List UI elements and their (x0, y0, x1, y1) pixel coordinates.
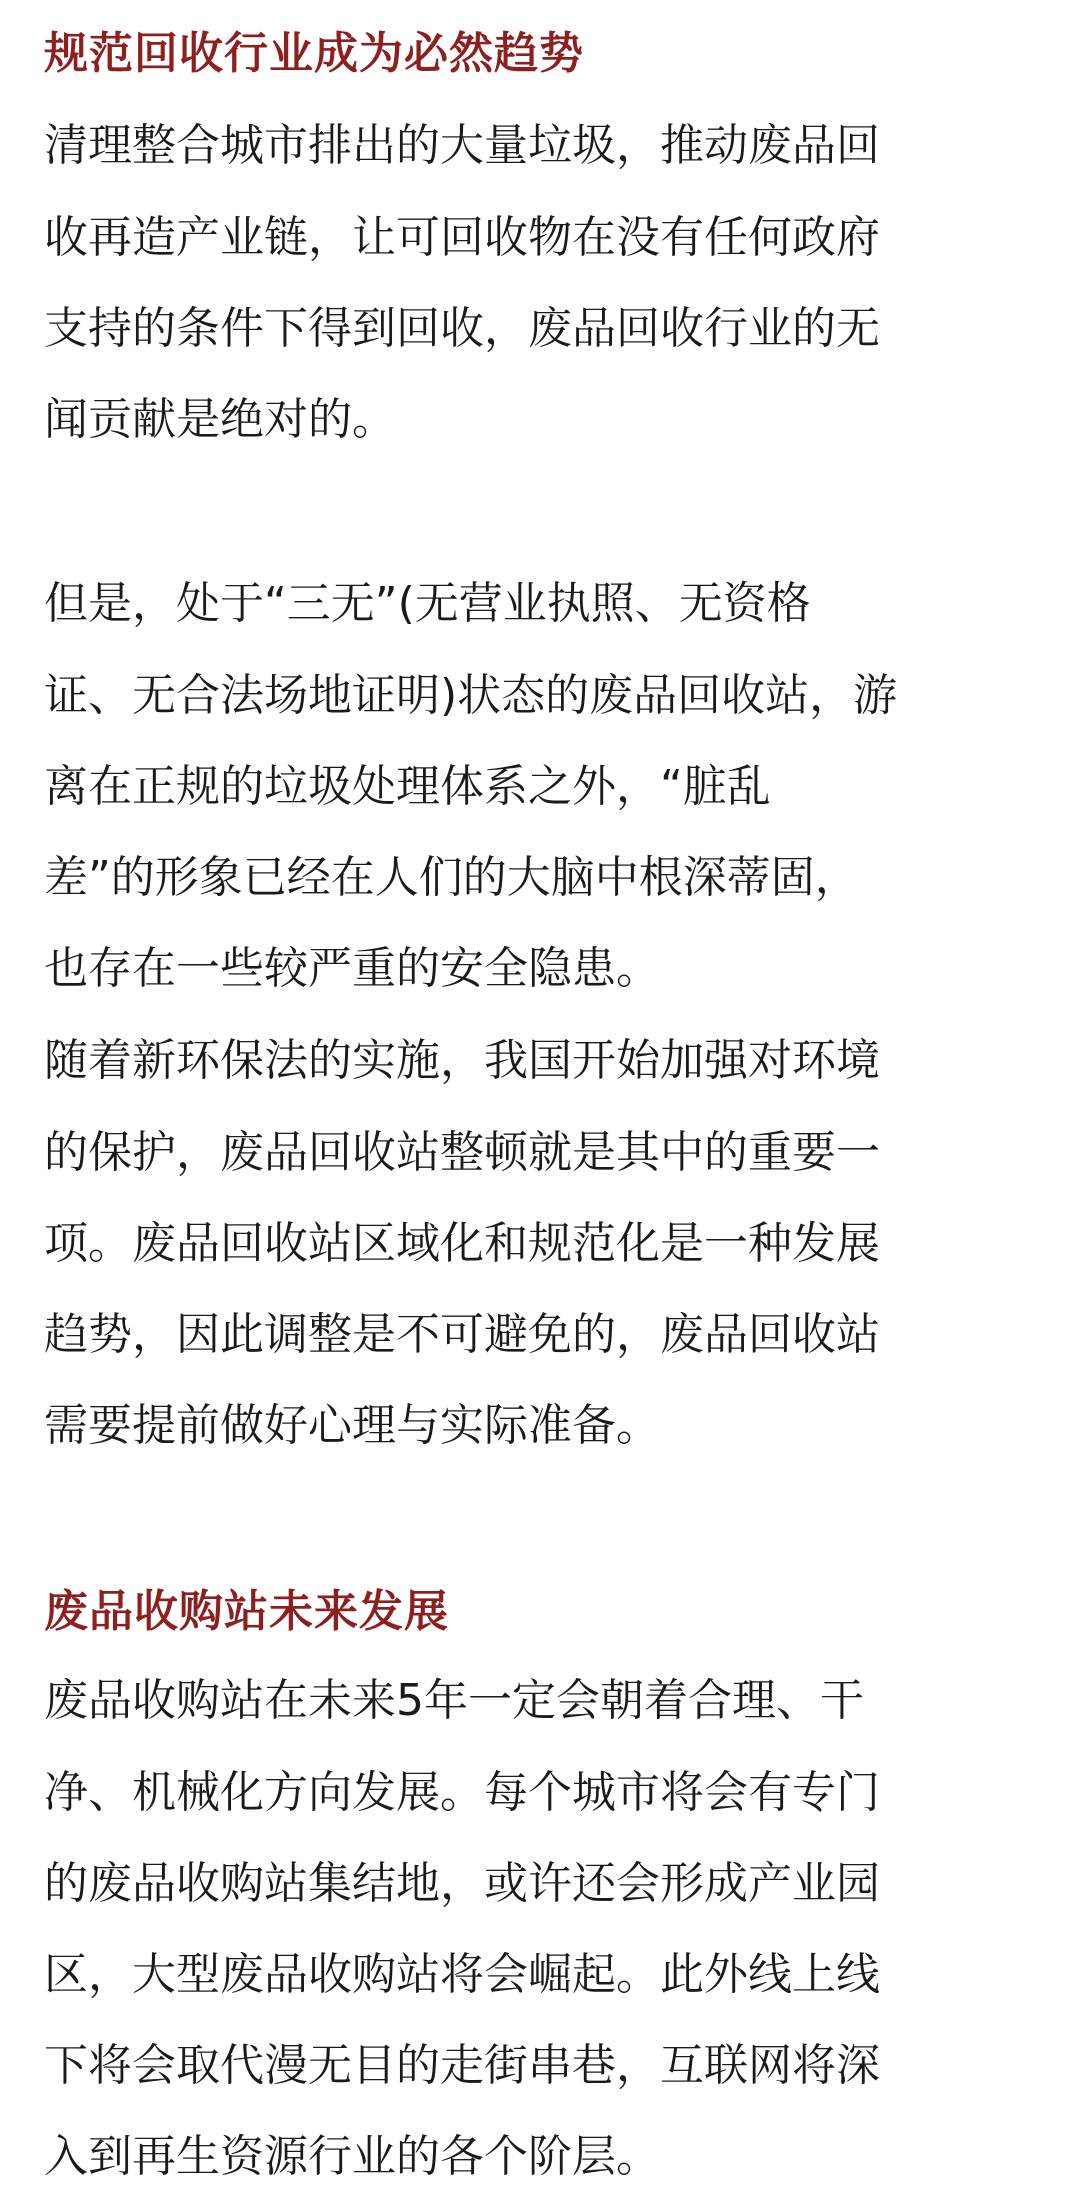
text-line: 也存在一些较严重的安全隐患。 (44, 943, 660, 994)
text-line: 但是，处于“三无”(无营业执照、无资格 (44, 578, 811, 629)
text-line: 闻贡献是绝对的。 (44, 394, 396, 445)
section-heading: 废品收购站未来发展 (44, 1586, 449, 1637)
text-line: 下将会取代漫无目的走街串巷，互联网将深 (44, 2040, 880, 2091)
text-line: 需要提前做好心理与实际准备。 (44, 1400, 660, 1451)
text-line: 清理整合城市排出的大量垃圾，推动废品回 (44, 120, 880, 171)
text-line: 区，大型废品收购站将会崛起。此外线上线 (44, 1949, 880, 2000)
text-line: 项。废品回收站区域化和规范化是一种发展 (44, 1218, 880, 1269)
text-line: 离在正规的垃圾处理体系之外，“脏乱 (44, 761, 771, 812)
text-line: 净、机械化方向发展。每个城市将会有专门 (44, 1767, 880, 1818)
text-line: 证、无合法场地证明)状态的废品回收站，游 (44, 670, 898, 721)
text-line: 的废品收购站集结地，或许还会形成产业园 (44, 1858, 880, 1909)
text-line: 差”的形象已经在人们的大脑中根深蒂固， (44, 852, 859, 903)
text-line: 的保护，废品回收站整顿就是其中的重要一 (44, 1127, 880, 1178)
text-line: 随着新环保法的实施，我国开始加强对环境 (44, 1035, 880, 1086)
text-line: 收再造产业链，让可回收物在没有任何政府 (44, 212, 880, 263)
section-heading: 规范回收行业成为必然趋势 (44, 28, 584, 79)
text-line: 趋势，因此调整是不可避免的，废品回收站 (44, 1309, 880, 1360)
text-line: 废品收购站在未来5年一定会朝着合理、干 (44, 1675, 864, 1726)
text-line: 支持的条件下得到回收，废品回收行业的无 (44, 303, 880, 354)
text-line: 入到再生资源行业的各个阶层。 (44, 2131, 660, 2182)
